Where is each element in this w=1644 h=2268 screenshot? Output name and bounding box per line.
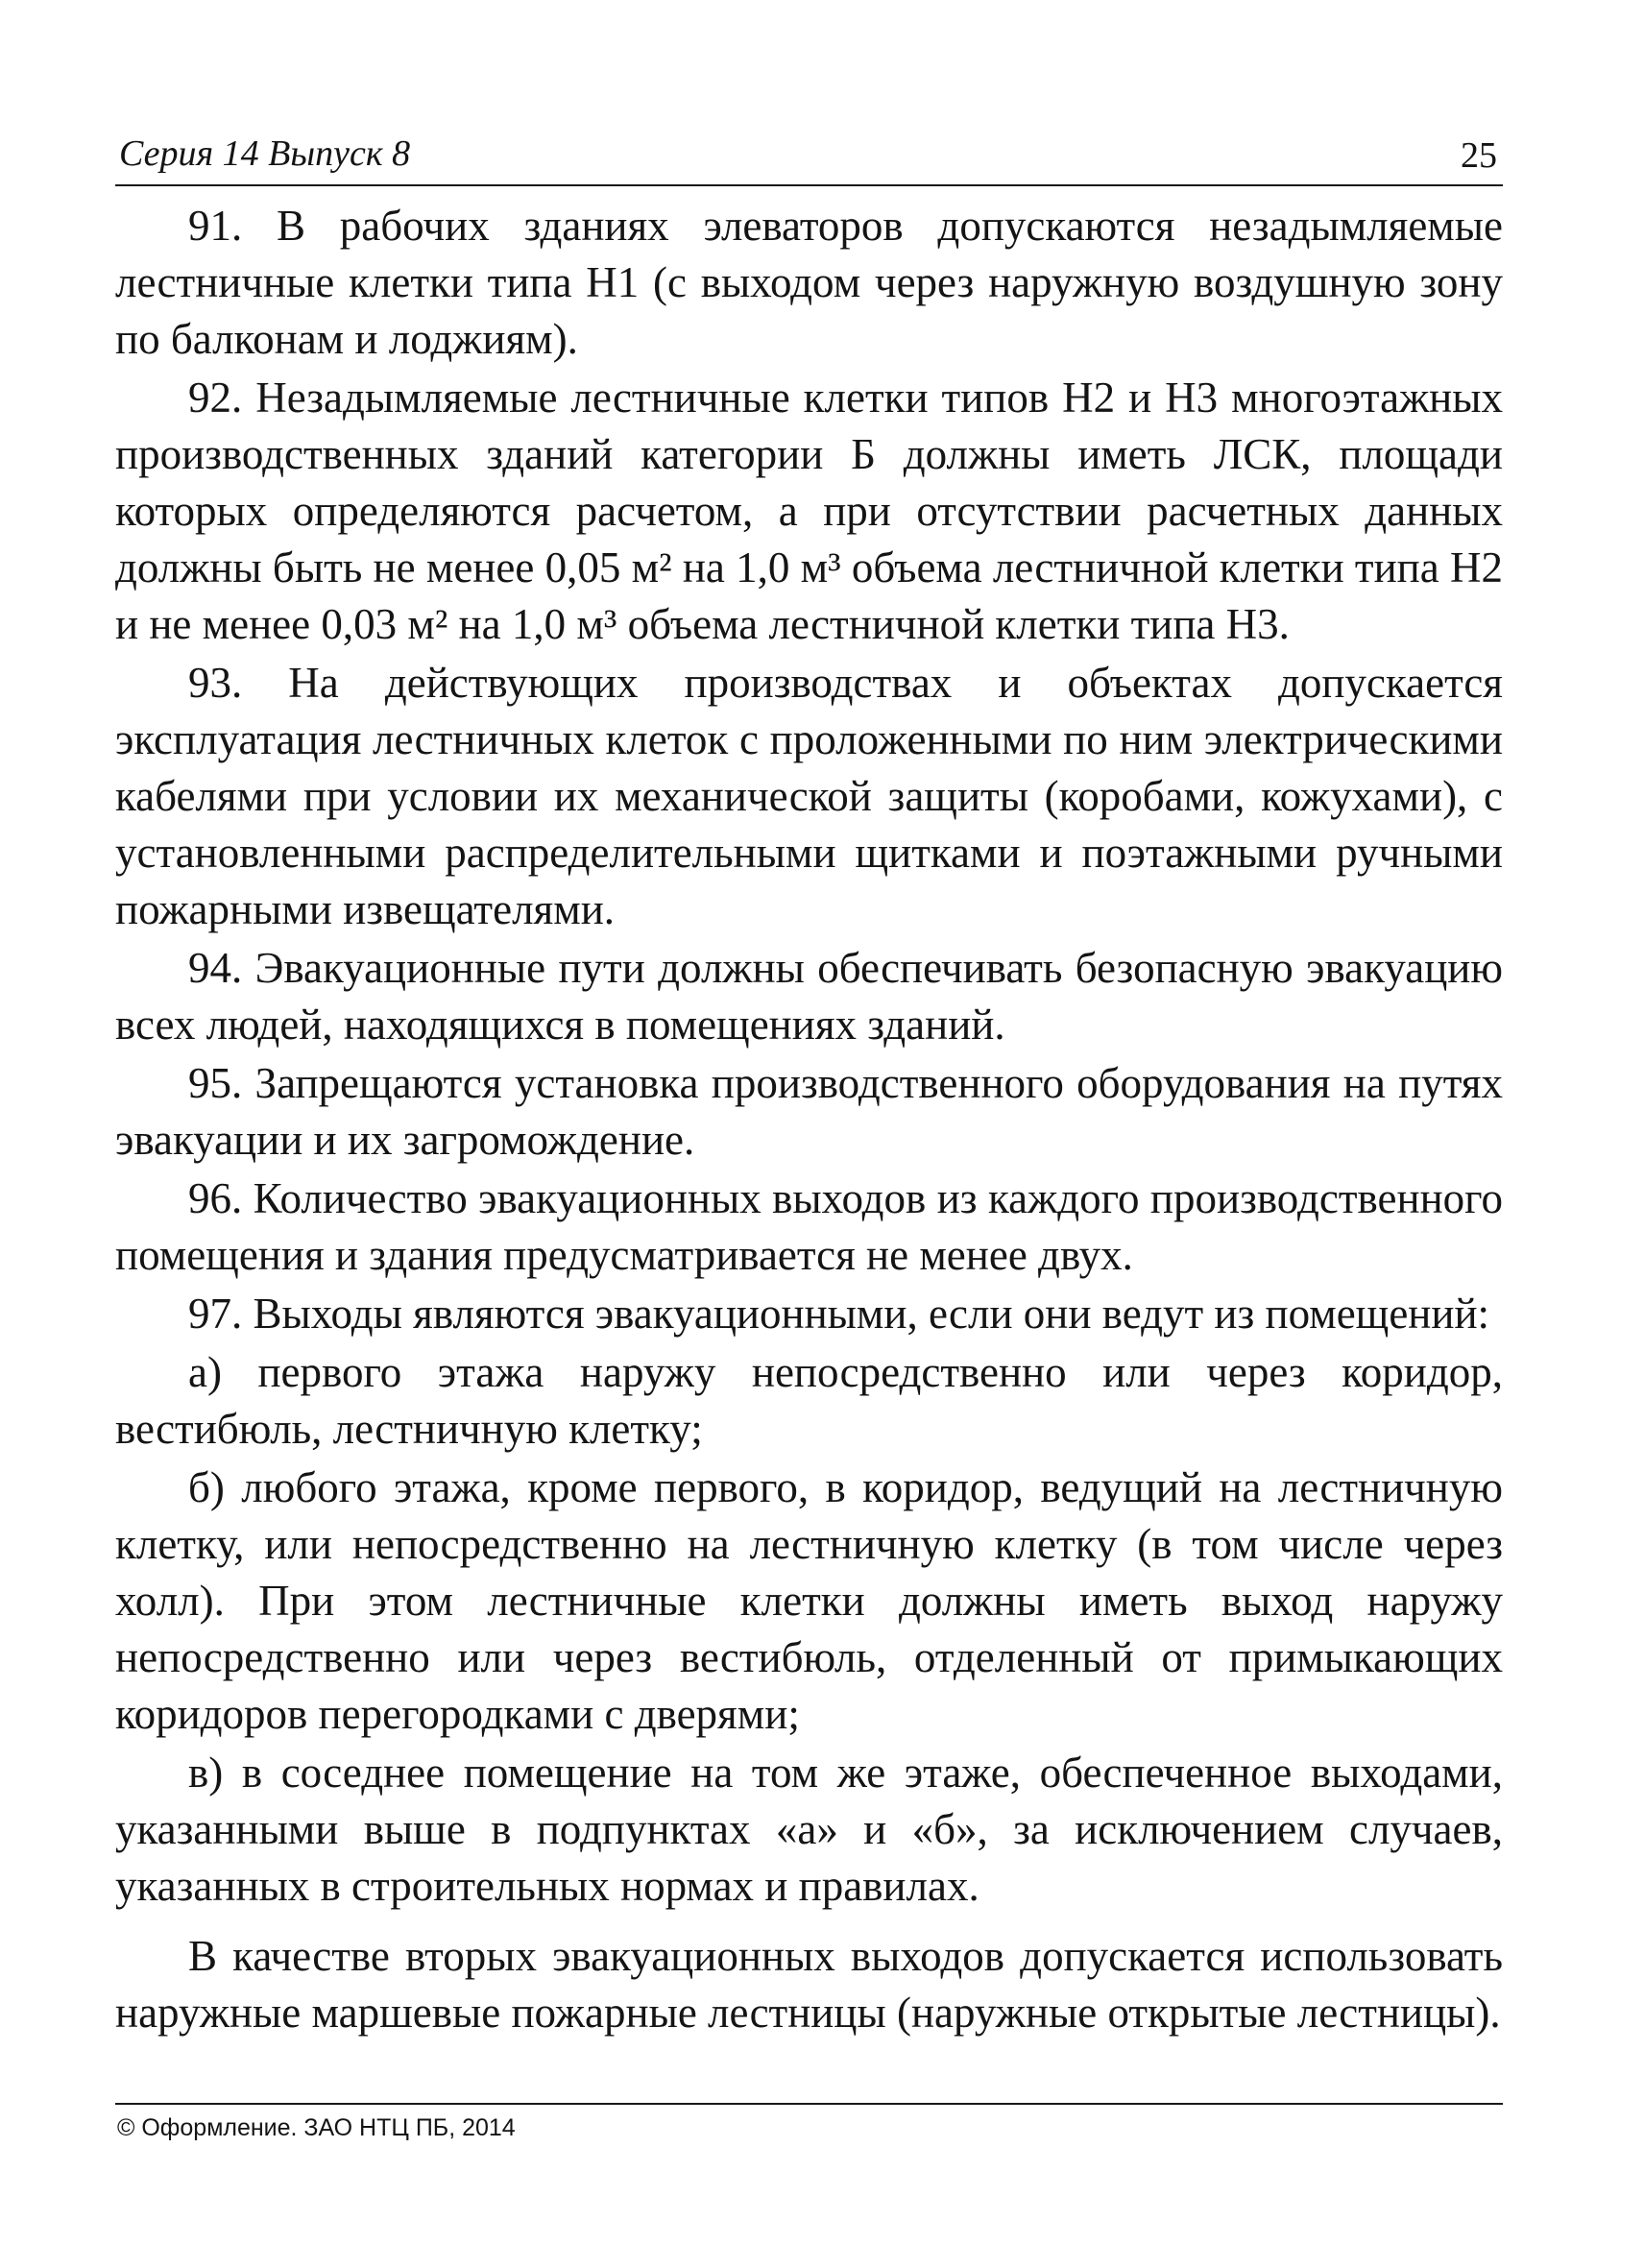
page-number: 25: [1461, 135, 1497, 176]
paragraph-92: 92. Незадымляемые лестничные клетки типов Н2 и Н3 многоэтажных производственных зданий категории Б должны иметь ЛСК, площади которых определяются расчетом, а при отсутствии расчетных данных должны быть не менее 0,05 м² на 1,0 м³ объема лестничной клетки типа Н2 и не менее 0,03 м² на 1,0 м³ объема лестничной клетки типа Н3.: [115, 374, 1503, 648]
paragraph-94: 94. Эвакуационные пути должны обеспечивать безопасную эвакуацию всех людей, находящихся в помещениях зданий.: [115, 944, 1503, 1049]
footer-divider: [115, 2103, 1503, 2105]
paragraph-second-exits: В качестве вторых эвакуационных выходов допускается использовать наружные маршевые пожарные лестницы (наружные открытые лестницы).: [115, 1932, 1503, 2037]
paragraph-91: 91. В рабочих зданиях элеваторов допускаются незадымляемые лестничные клетки типа Н1 (с выходом через наружную воздушную зону по балконам и лоджиям).: [115, 202, 1503, 363]
paragraph-96: 96. Количество эвакуационных выходов из каждого производственного помещения и здания предусматривается не менее двух.: [115, 1174, 1503, 1279]
subitem-a: а) первого этажа наружу непосредственно или через коридор, вестибюль, лестничную клетку;: [115, 1348, 1503, 1453]
document-page: [115, 125, 1503, 2170]
body-text: [115, 198, 1503, 2041]
copyright-notice: © Оформление. ЗАО НТЦ ПБ, 2014: [117, 2114, 516, 2141]
paragraph-93: 93. На действующих производствах и объектах допускается эксплуатация лестничных клеток с проложенными по ним электрическими кабелями при условии их механической защиты (коробами, кожухами), с установленными распределительными щитками и поэтажными ручными пожарными извещателями.: [115, 659, 1503, 933]
subitem-v: в) в соседнее помещение на том же этаже, обеспеченное выходами, указанными выше в подпунктах «а» и «б», за исключением случаев, указанных в строительных нормах и правилах.: [115, 1749, 1503, 1910]
paragraph-95: 95. Запрещаются установка производственного оборудования на путях эвакуации и их загромождение.: [115, 1059, 1503, 1164]
running-header: [115, 125, 1503, 186]
subitem-b: б) любого этажа, кроме первого, в коридор, ведущий на лестничную клетку, или непосредственно на лестничную клетку (в том числе через холл). При этом лестничные клетки должны иметь выход наружу непосредственно или через вестибюль, отделенный от примыкающих коридоров перегородками с дверями;: [115, 1463, 1503, 1738]
paragraph-97: 97. Выходы являются эвакуационными, если они ведут из помещений:: [188, 1290, 1490, 1338]
series-label: Серия 14 Выпуск 8: [119, 133, 411, 174]
